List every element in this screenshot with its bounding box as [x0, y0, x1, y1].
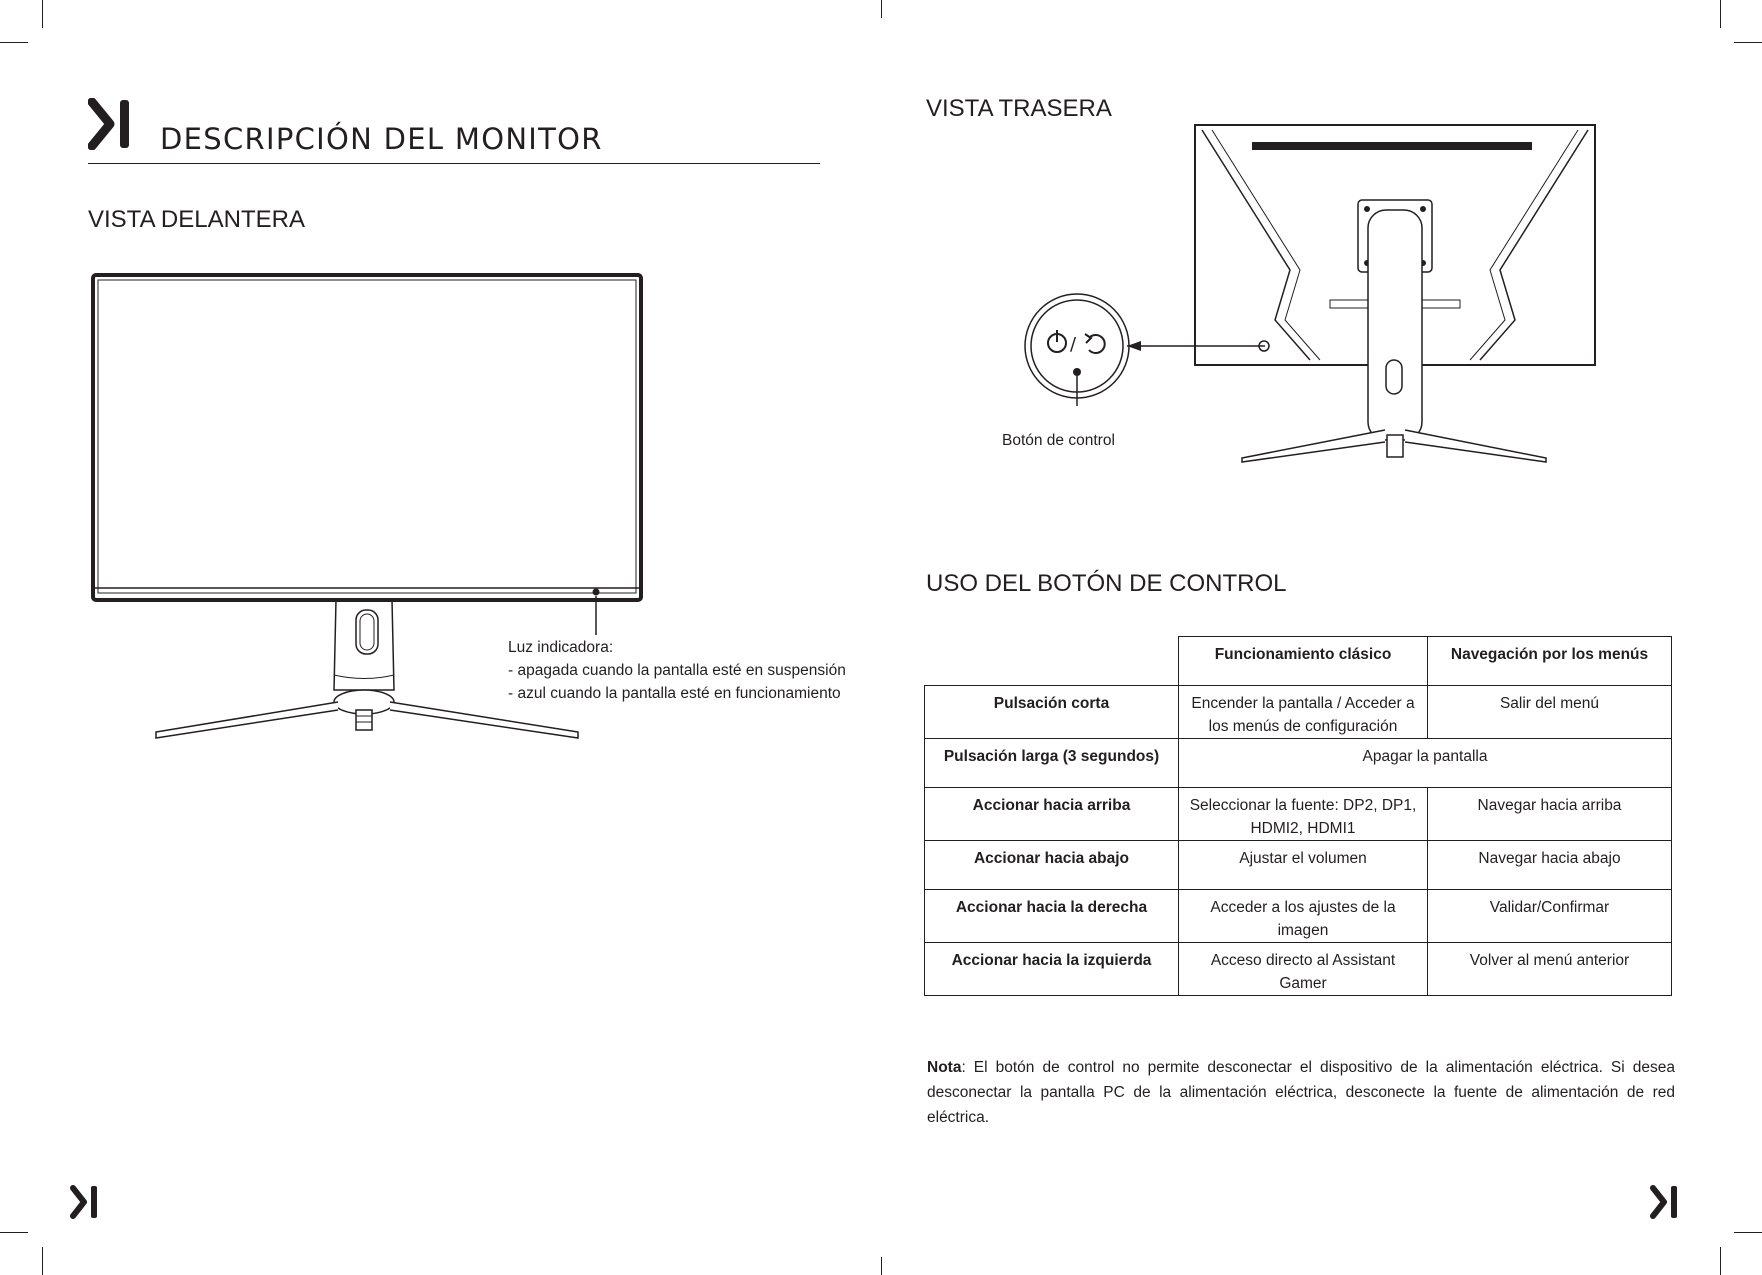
- control-usage-table: [924, 636, 1672, 996]
- control-button-label: Botón de control: [1002, 432, 1115, 449]
- title-divider: [88, 163, 820, 164]
- crop-mark: [1734, 42, 1762, 43]
- table-row-header: Accionar hacia la derecha: [925, 890, 1179, 943]
- crop-mark: [42, 0, 43, 28]
- indicator-light-icon: [593, 589, 600, 596]
- crop-mark: [1720, 1247, 1721, 1275]
- table-cell: Navegar hacia arriba: [1428, 788, 1672, 841]
- table-row: [925, 686, 1672, 739]
- indicator-caption-title: Luz indicadora:: [508, 639, 614, 656]
- rear-view-heading: VISTA TRASERA: [926, 95, 1112, 122]
- table-row: [925, 841, 1672, 890]
- front-view-heading: VISTA DELANTERA: [88, 206, 305, 233]
- crop-mark: [881, 0, 882, 18]
- table-cell: Seleccionar la fuente: DP2, DP1, HDMI2, HDMI1: [1179, 788, 1428, 841]
- table-row: [925, 739, 1672, 788]
- control-button-detail: [1015, 288, 1275, 413]
- indicator-caption: [508, 636, 846, 705]
- table-row-header: Accionar hacia abajo: [925, 841, 1179, 890]
- table-header-cell: [925, 637, 1179, 686]
- table-row-header: Accionar hacia la izquierda: [925, 943, 1179, 996]
- table-row: [925, 943, 1672, 996]
- brand-logo-icon: [88, 98, 134, 150]
- control-usage-heading: USO DEL BOTÓN DE CONTROL: [926, 570, 1287, 597]
- note-label: Nota: [927, 1059, 962, 1076]
- table-row: [925, 788, 1672, 841]
- crop-mark: [0, 42, 28, 43]
- table-header-cell: Funcionamiento clásico: [1179, 637, 1428, 686]
- table-cell: Validar/Confirmar: [1428, 890, 1672, 943]
- table-row-header: Pulsación corta: [925, 686, 1179, 739]
- indicator-caption-line: - azul cuando la pantalla esté en funcionamiento: [508, 685, 841, 702]
- indicator-caption-line: - apagada cuando la pantalla esté en suspensión: [508, 662, 846, 679]
- table-cell: Navegar hacia abajo: [1428, 841, 1672, 890]
- table-cell: Volver al menú anterior: [1428, 943, 1672, 996]
- note-paragraph: [927, 1055, 1675, 1130]
- crop-mark: [1720, 0, 1721, 28]
- crop-mark: [42, 1247, 43, 1275]
- page-title: DESCRIPCIÓN DEL MONITOR: [160, 122, 603, 156]
- table-cell: Acceder a los ajustes de la imagen: [1179, 890, 1428, 943]
- table-cell: Apagar la pantalla: [1179, 739, 1672, 788]
- table-row-header: Pulsación larga (3 segundos): [925, 739, 1179, 788]
- table-header-cell: Navegación por los menús: [1428, 637, 1672, 686]
- table-cell: Acceso directo al Assistant Gamer: [1179, 943, 1428, 996]
- brand-logo-icon: [1650, 1185, 1680, 1219]
- note-text: : El botón de control no permite desconectar el dispositivo de la alimentación eléctrica. Si desea desconectar la pantalla PC de la alimentación eléctrica, desconecte la fuente de alimentación de red eléctrica.: [927, 1059, 1675, 1126]
- table-cell: Salir del menú: [1428, 686, 1672, 739]
- table-cell: Encender la pantalla / Acceder a los menús de configuración: [1179, 686, 1428, 739]
- svg-text:/: /: [1070, 334, 1077, 355]
- crop-mark: [1734, 1232, 1762, 1233]
- table-row: [925, 890, 1672, 943]
- crop-mark: [0, 1232, 28, 1233]
- brand-logo-icon: [70, 1185, 100, 1219]
- table-cell: Ajustar el volumen: [1179, 841, 1428, 890]
- crop-mark: [881, 1257, 882, 1275]
- table-row-header: Accionar hacia arriba: [925, 788, 1179, 841]
- table-header-row: [925, 637, 1672, 686]
